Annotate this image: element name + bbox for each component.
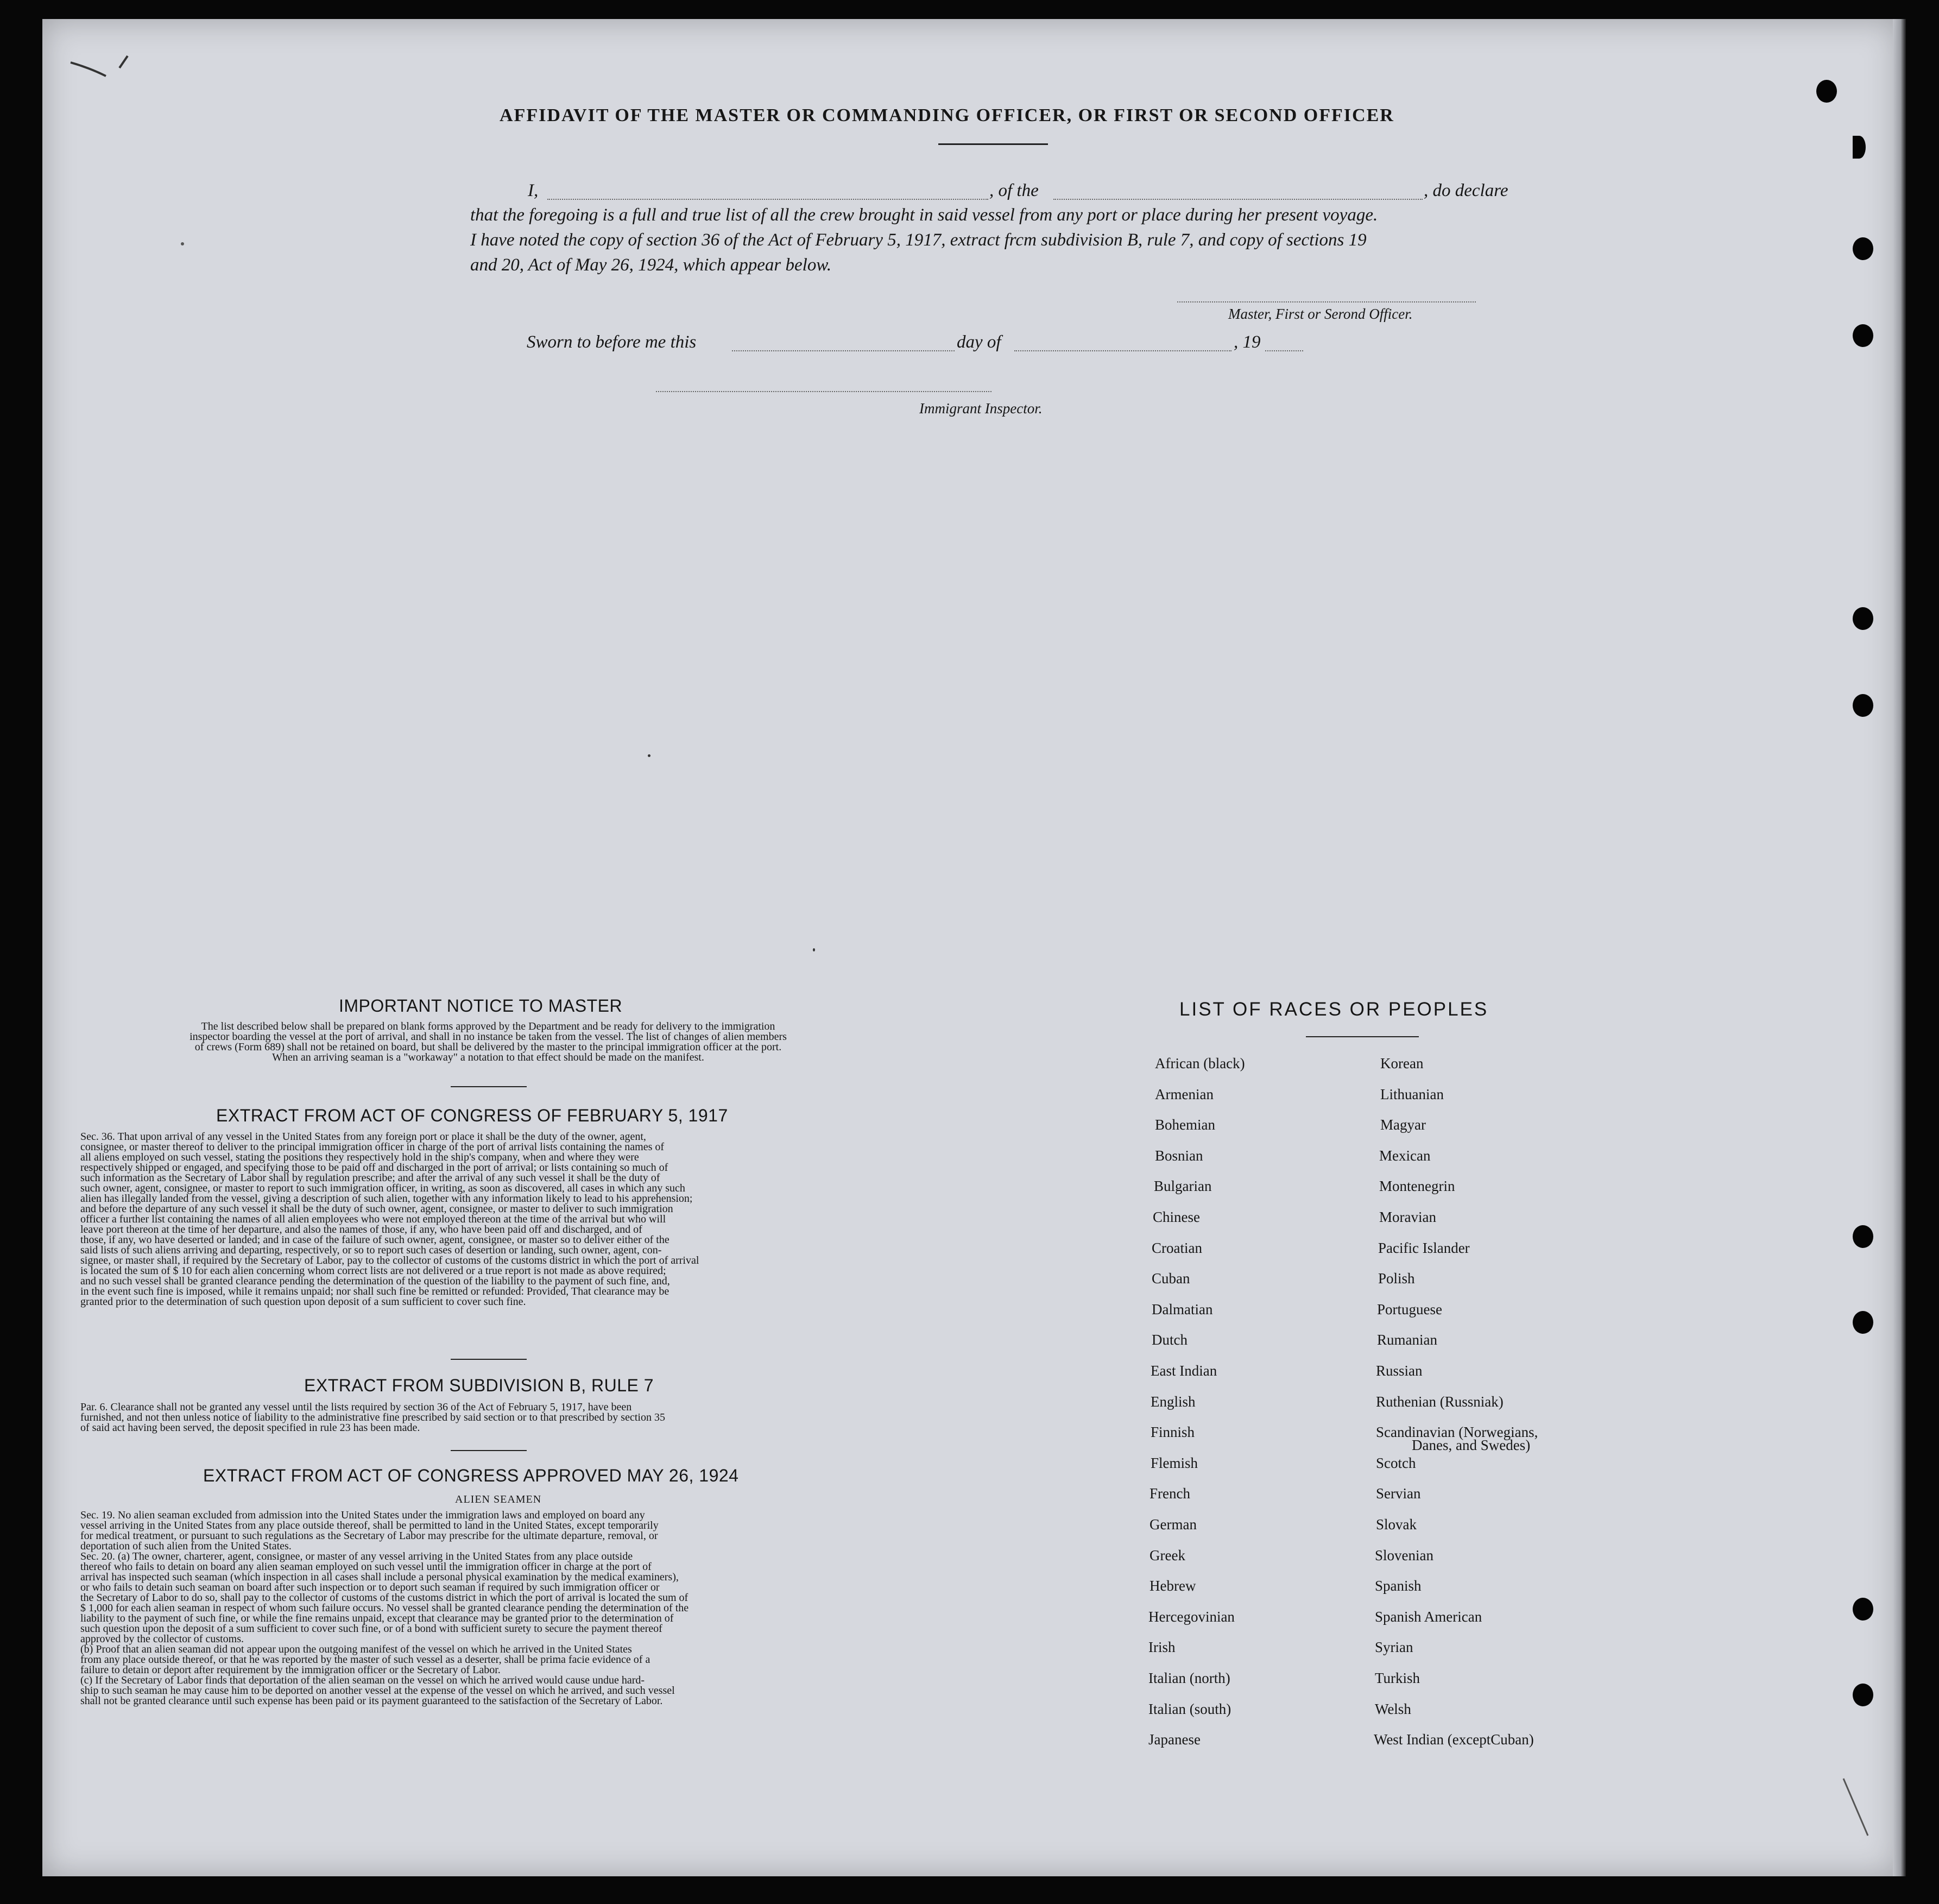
race-item: German: [1149, 1516, 1197, 1533]
binder-hole: [1853, 237, 1873, 260]
race-item: Scandinavian (Norwegians,: [1376, 1424, 1538, 1440]
extract-1924-line: such question upon the deposit of a sum sufficient to cover such fine, or of a bond with sufficient surety to secure the payment thereof: [80, 1623, 662, 1635]
binder-hole: [1853, 607, 1873, 630]
year-label: , 19: [1234, 332, 1261, 352]
binder-hole: [1853, 136, 1866, 159]
extract-1917-line: alien has illegally landed from the vessel, giving a description of such alien, together with any information likely to lead to his apprehension;: [80, 1193, 693, 1205]
extract-1924-line: liability to the payment of such fine, or while the fine remains unpaid, except that clearance may be granted prior to the determination of: [80, 1612, 674, 1624]
pen-mark: [1838, 1776, 1881, 1841]
divider: [451, 1086, 527, 1087]
extract-1917-line: officer a further list containing the names of all alien employees who were not employed thereon at the time of the arrival but who will: [80, 1213, 666, 1225]
race-item: Flemish: [1151, 1455, 1198, 1471]
extract-1924-line: shall not be granted clearance until such expense has been paid or its payment guaranteed to the satisfaction of the Secretary of Labor.: [80, 1695, 663, 1707]
race-item: Montenegrin: [1379, 1178, 1455, 1194]
race-item-continuation: Danes, and Swedes): [1412, 1437, 1531, 1453]
extract-1917-line: said lists of such aliens arriving and departing, respectively, or so to report such cases of desertion or landing, such owner, agent, con-: [80, 1244, 662, 1256]
race-item: Scotch: [1376, 1455, 1416, 1471]
race-item: Spanish: [1375, 1578, 1422, 1594]
race-item: Pacific Islander: [1378, 1240, 1470, 1256]
i-label: I,: [528, 181, 539, 200]
race-item: Russian: [1376, 1363, 1423, 1379]
race-item: Dalmatian: [1152, 1301, 1213, 1317]
do-declare-label: , do declare: [1424, 181, 1508, 200]
extract-1917-line: signee, or master shall, if required by the Secretary of Labor, pay to the collector of customs of the customs district in which the port of arrival: [80, 1254, 699, 1266]
race-item: Slovak: [1376, 1516, 1417, 1533]
extract-1924-line: for medical treatment, or pursuant to such regulations as the Secretary of Labor may prescribe for the ultimate departure, removal, or: [80, 1530, 658, 1542]
day-of-label: day of: [957, 332, 1001, 352]
extract-rule7-line: of said act having been served, the deposit specified in rule 23 has been made.: [80, 1422, 420, 1434]
extract-1924-line: approved by the collector of customs.: [80, 1633, 244, 1645]
extract-1917-line: granted prior to the determination of such question upon deposit of a sum sufficient to cover such fine.: [80, 1296, 526, 1308]
extract-1917-line: those, if any, wo have deserted or landed; and in case of the failure of such owner, agent, consignee, or master so to deliver either of the: [80, 1234, 670, 1246]
extract-1924-heading: EXTRACT FROM ACT OF CONGRESS APPROVED MAY 26, 1924: [203, 1466, 739, 1485]
race-item: Servian: [1376, 1485, 1421, 1502]
name-line[interactable]: [547, 199, 988, 200]
race-item: Korean: [1380, 1055, 1424, 1071]
extract-1917-line: is located the sum of $ 10 for each alien concerning whom correct lists are not delivered or a true report is not made as above required;: [80, 1265, 666, 1277]
extract-1924-line: or who fails to detain such seaman on board after such inspection or to deport such seaman if required by such immigration officer or: [80, 1581, 660, 1593]
race-item: Croatian: [1152, 1240, 1202, 1256]
ink-speck: [813, 948, 815, 951]
extract-1924-line: (b) Proof that an alien seaman did not appear upon the outgoing manifest of the vessel on which he arrived in the United States: [80, 1643, 632, 1655]
divider: [451, 1359, 527, 1360]
of-the-label: , of the: [989, 181, 1039, 200]
binder-hole: [1853, 694, 1873, 717]
extract-1924-line: failure to detain or deport after requirement by the immigration officer or the Secretary of Labor.: [80, 1664, 501, 1676]
declaration-line-2: I have noted the copy of section 36 of the Act of February 5, 1917, extract frcm subdivision B, rule 7, and copy of sections 19: [470, 230, 1367, 250]
race-item: Italian (south): [1148, 1701, 1231, 1717]
extract-1924-line: vessel arriving in the United States from any place outside thereof, shall be permitted to land in the United States, except temporarily: [80, 1520, 659, 1531]
extract-1924-line: arrival has inspected such seaman (which inspection in all cases shall include a personal physical examination by the medical examiners),: [80, 1571, 679, 1583]
extract-1917-body: [80, 1132, 896, 1307]
extract-1917-line: Sec. 36. That upon arrival of any vessel in the United States from any foreign port or place it shall be the duty of the owner, agent,: [80, 1131, 646, 1143]
race-item: Syrian: [1375, 1639, 1413, 1655]
extract-1917-line: all aliens employed on such vessel, stating the positions they respectively hold in the ship's company, when and where they were: [80, 1151, 639, 1163]
race-item: Ruthenian (Russniak): [1376, 1394, 1504, 1410]
sworn-month-line[interactable]: [1014, 350, 1231, 351]
race-item: Japanese: [1148, 1731, 1201, 1748]
sworn-day-line[interactable]: [732, 350, 955, 351]
race-item: Italian (north): [1148, 1670, 1230, 1686]
notice-line: of crews (Form 689) shall not be retained on board, but shall be delivered by the master to the principal immigration officer at the port.: [194, 1041, 782, 1053]
race-item: English: [1151, 1394, 1196, 1410]
extract-1924-line: deportation of such alien from the United States.: [80, 1540, 292, 1552]
race-item: Welsh: [1375, 1701, 1411, 1717]
notice-line: inspector boarding the vessel at the port of arrival, and shall in no instance be taken from the vessel. The list of changes of alien members: [190, 1031, 787, 1043]
alien-seamen-subheading: ALIEN SEAMEN: [455, 1493, 542, 1505]
race-item: Bosnian: [1155, 1148, 1203, 1164]
binder-hole: [1853, 324, 1873, 347]
extract-1917-line: in the event such fine is imposed, while it remains unpaid; nor shall such fine be remitted or refunded: Provided, That clearance may be: [80, 1285, 670, 1297]
master-signature-label: Master, First or Serond Officer.: [1228, 306, 1413, 322]
race-item: Armenian: [1155, 1086, 1214, 1102]
race-item: Hebrew: [1149, 1578, 1196, 1594]
race-item: Lithuanian: [1380, 1086, 1444, 1102]
race-item: Moravian: [1379, 1209, 1436, 1225]
sworn-year-line[interactable]: [1265, 350, 1303, 351]
declaration-line-3: and 20, Act of May 26, 1924, which appear below.: [470, 255, 832, 275]
extract-1917-line: respectively shipped or engaged, and specifying those to be paid off and discharged in the port of arrival; or lists containing so much of: [80, 1162, 668, 1174]
race-item: Slovenian: [1375, 1547, 1433, 1563]
race-item: Irish: [1148, 1639, 1176, 1655]
extract-1917-line: and before the departure of any such vessel it shall be the duty of such owner, agent, consignee, or master to deliver to such immigration: [80, 1203, 673, 1215]
pen-mark: [68, 52, 138, 84]
race-item: Mexican: [1379, 1148, 1431, 1164]
inspector-label: Immigrant Inspector.: [919, 400, 1043, 417]
extract-rule7-heading: EXTRACT FROM SUBDIVISION B, RULE 7: [304, 1376, 654, 1395]
race-item: East Indian: [1151, 1363, 1217, 1379]
inspector-signature-line[interactable]: [656, 391, 991, 392]
race-item: Rumanian: [1377, 1332, 1437, 1348]
extract-1924-line: the Secretary of Labor to do so, shall pay to the collector of customs of the customs district in which the port of arrival is located the sum of: [80, 1592, 689, 1604]
race-item: Greek: [1149, 1547, 1185, 1563]
extract-1924-line: thereof who fails to detain on board any alien seaman employed on such vessel until the immigration officer in charge at the port of: [80, 1561, 652, 1573]
extract-1917-line: and no such vessel shall be granted clearance pending the determination of the question of the liability to the payment of such fine, and,: [80, 1275, 670, 1287]
race-item: West Indian (exceptCuban): [1374, 1731, 1534, 1748]
notice-heading: IMPORTANT NOTICE TO MASTER: [339, 996, 623, 1016]
binder-hole: [1853, 1598, 1873, 1621]
binder-hole: [1853, 1684, 1873, 1706]
race-item: Hercegovinian: [1148, 1609, 1235, 1625]
extract-1917-line: such owner, agent, consignee, or master to report to such immigration officer, in writing, as soon as discovered, all cases in which any such: [80, 1182, 685, 1194]
sworn-label: Sworn to before me this: [527, 332, 697, 352]
race-item: Chinese: [1153, 1209, 1200, 1225]
extract-1917-heading: EXTRACT FROM ACT OF CONGRESS OF FEBRUARY 5, 1917: [216, 1106, 728, 1125]
race-item: Bulgarian: [1154, 1178, 1212, 1194]
binder-hole: [1816, 80, 1837, 103]
extract-1924-body: [80, 1510, 896, 1706]
binder-hole: [1853, 1311, 1873, 1334]
master-signature-line[interactable]: [1177, 301, 1476, 302]
ink-speck: [648, 754, 650, 757]
divider: [451, 1450, 527, 1451]
race-item: Turkish: [1375, 1670, 1420, 1686]
race-item: Spanish American: [1375, 1609, 1482, 1625]
race-item: Finnish: [1151, 1424, 1195, 1440]
extract-1924-line: Sec. 20. (a) The owner, charterer, agent, consignee, or master of any vessel arriving in the United States from any place outside: [80, 1550, 633, 1562]
extract-rule7-line: Par. 6. Clearance shall not be granted any vessel until the lists required by section 36 of the Act of February 5, 1917, have been: [80, 1401, 632, 1413]
declaration-line-1: that the foregoing is a full and true list of all the crew brought in said vessel from any port or place during her present voyage.: [470, 205, 1378, 225]
extract-rule7-line: furnished, and not then unless notice of liability to the administrative fine prescribed by said section or to that prescribed by section 35: [80, 1411, 665, 1423]
notice-body: [80, 1022, 896, 1063]
race-item: Bohemian: [1155, 1117, 1215, 1133]
race-item: French: [1149, 1485, 1190, 1502]
divider: [938, 143, 1048, 145]
extract-1917-line: leave port thereon at the time of her departure, and also the names of those, if any, who have been paid off and discharged, and of: [80, 1224, 642, 1235]
race-item: Portuguese: [1377, 1301, 1442, 1317]
notice-line: The list described below shall be prepared on blank forms approved by the Department and be ready for delivery to the immigration: [201, 1020, 775, 1032]
extract-1924-line: from any place outside thereof, or that he was reported by the master of such vessel as a deserter, shall be prima facie evidence of a: [80, 1654, 650, 1666]
extract-1924-line: Sec. 19. No alien seaman excluded from admission into the United States under the immigration laws and employed on board any: [80, 1509, 645, 1521]
binder-hole: [1853, 1225, 1873, 1248]
page-edge: [1893, 19, 1906, 1876]
extract-rule7-body: [80, 1402, 896, 1433]
divider: [1306, 1036, 1419, 1037]
extract-1917-line: such information as the Secretary of Labor shall by regulation prescribe; and after the arrival of any such vessel it shall be the duty of: [80, 1172, 660, 1184]
notice-line: When an arriving seaman is a "workaway" a notation to that effect should be made on the manifest.: [272, 1051, 704, 1063]
vessel-line[interactable]: [1053, 199, 1423, 200]
race-item: Dutch: [1152, 1332, 1188, 1348]
race-item: Cuban: [1152, 1270, 1190, 1287]
extract-1924-line: ship to such seaman he may cause him to be deported on another vessel at the expense of the vessel on which he arrived, and such vessel: [80, 1685, 675, 1697]
affidavit-title: AFFIDAVIT OF THE MASTER OR COMMANDING OFFICER, OR FIRST OR SECOND OFFICER: [500, 105, 1394, 125]
race-item: Polish: [1378, 1270, 1415, 1287]
extract-1924-line: (c) If the Secretary of Labor finds that deportation of the alien seaman on the vessel on which he arrived would cause undue hard-: [80, 1674, 645, 1686]
races-heading: LIST OF RACES OR PEOPLES: [1179, 999, 1489, 1020]
extract-1924-line: $ 1,000 for each alien seaman in respect of whom such failure occurs. No vessel shall be granted clearance pending the determination of the: [80, 1602, 689, 1614]
race-item: Magyar: [1380, 1117, 1426, 1133]
race-item: African (black): [1155, 1055, 1245, 1071]
extract-1917-line: consignee, or master thereof to deliver to the principal immigration officer in charge of the port of arrival lists containing the names of: [80, 1141, 665, 1153]
ink-speck: [181, 242, 184, 245]
